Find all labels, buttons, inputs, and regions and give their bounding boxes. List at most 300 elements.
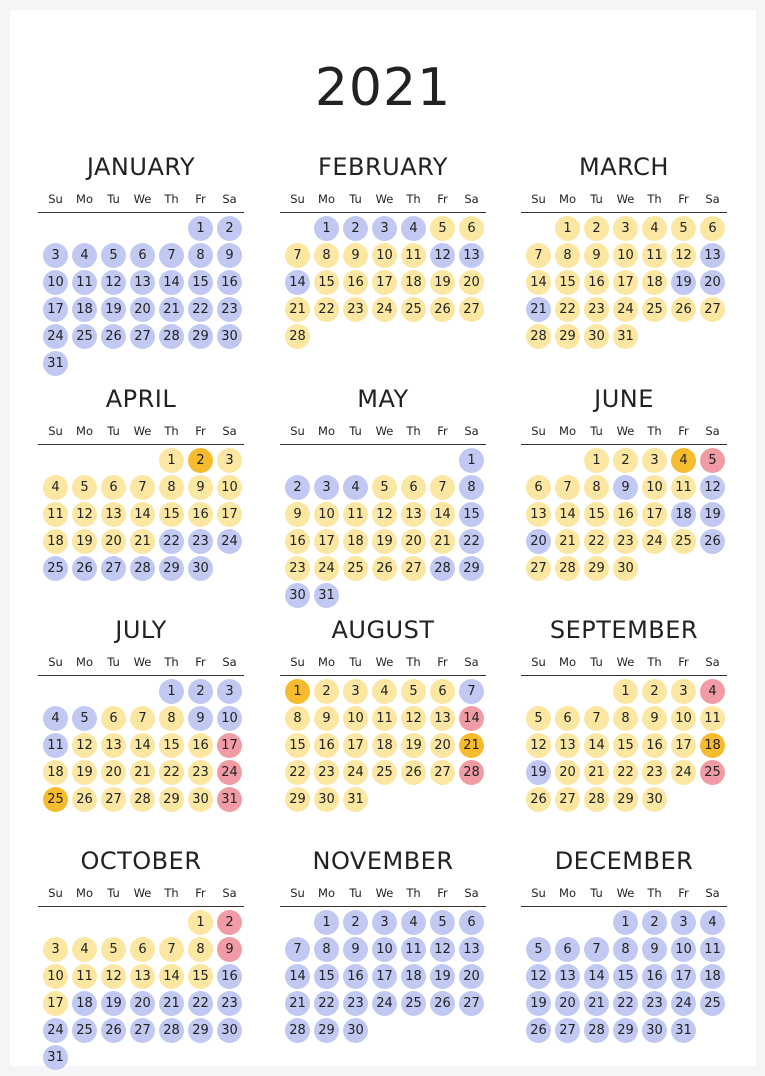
day-cell[interactable]: 2 bbox=[642, 910, 667, 935]
day-cell[interactable]: 8 bbox=[188, 937, 213, 962]
day-cell[interactable]: 31 bbox=[671, 1018, 696, 1043]
day-cell[interactable]: 9 bbox=[343, 937, 368, 962]
day-cell[interactable]: 16 bbox=[217, 270, 242, 295]
day-cell[interactable]: 26 bbox=[401, 760, 426, 785]
day-cell[interactable]: 7 bbox=[584, 706, 609, 731]
day-cell[interactable]: 22 bbox=[314, 297, 339, 322]
day-cell[interactable]: 19 bbox=[430, 270, 455, 295]
day-cell[interactable]: 6 bbox=[700, 216, 725, 241]
day-cell[interactable]: 4 bbox=[671, 448, 696, 473]
day-cell[interactable]: 17 bbox=[43, 991, 68, 1016]
day-cell[interactable]: 23 bbox=[343, 991, 368, 1016]
day-cell[interactable]: 1 bbox=[159, 679, 184, 704]
day-cell[interactable]: 3 bbox=[217, 448, 242, 473]
day-cell[interactable]: 27 bbox=[459, 991, 484, 1016]
day-cell[interactable]: 26 bbox=[671, 297, 696, 322]
day-cell[interactable]: 25 bbox=[72, 324, 97, 349]
day-cell[interactable]: 24 bbox=[217, 760, 242, 785]
day-cell[interactable]: 4 bbox=[72, 243, 97, 268]
day-cell[interactable]: 20 bbox=[130, 297, 155, 322]
day-cell[interactable]: 14 bbox=[459, 706, 484, 731]
day-cell[interactable]: 11 bbox=[671, 475, 696, 500]
day-cell[interactable]: 7 bbox=[285, 937, 310, 962]
day-cell[interactable]: 12 bbox=[101, 964, 126, 989]
day-cell[interactable]: 9 bbox=[314, 706, 339, 731]
day-cell[interactable]: 5 bbox=[526, 706, 551, 731]
day-cell[interactable]: 9 bbox=[642, 706, 667, 731]
day-cell[interactable]: 24 bbox=[372, 991, 397, 1016]
day-cell[interactable]: 20 bbox=[430, 733, 455, 758]
day-cell[interactable]: 3 bbox=[372, 910, 397, 935]
day-cell[interactable]: 29 bbox=[159, 556, 184, 581]
day-cell[interactable]: 4 bbox=[43, 706, 68, 731]
day-cell[interactable]: 13 bbox=[101, 502, 126, 527]
day-cell[interactable]: 15 bbox=[285, 733, 310, 758]
day-cell[interactable]: 15 bbox=[188, 270, 213, 295]
day-cell[interactable]: 30 bbox=[642, 787, 667, 812]
day-cell[interactable]: 31 bbox=[43, 1045, 68, 1070]
day-cell[interactable]: 22 bbox=[613, 991, 638, 1016]
day-cell[interactable]: 19 bbox=[72, 760, 97, 785]
day-cell[interactable]: 11 bbox=[343, 502, 368, 527]
day-cell[interactable]: 14 bbox=[285, 270, 310, 295]
day-cell[interactable]: 22 bbox=[555, 297, 580, 322]
day-cell[interactable]: 23 bbox=[285, 556, 310, 581]
day-cell[interactable]: 28 bbox=[555, 556, 580, 581]
day-cell[interactable]: 30 bbox=[613, 556, 638, 581]
day-cell[interactable]: 8 bbox=[159, 475, 184, 500]
day-cell[interactable]: 25 bbox=[401, 297, 426, 322]
day-cell[interactable]: 25 bbox=[671, 529, 696, 554]
day-cell[interactable]: 6 bbox=[459, 216, 484, 241]
day-cell[interactable]: 4 bbox=[401, 910, 426, 935]
day-cell[interactable]: 10 bbox=[43, 270, 68, 295]
day-cell[interactable]: 28 bbox=[584, 1018, 609, 1043]
day-cell[interactable]: 24 bbox=[314, 556, 339, 581]
day-cell[interactable]: 17 bbox=[343, 733, 368, 758]
day-cell[interactable]: 26 bbox=[372, 556, 397, 581]
day-cell[interactable]: 9 bbox=[343, 243, 368, 268]
day-cell[interactable]: 17 bbox=[372, 964, 397, 989]
day-cell[interactable]: 11 bbox=[401, 243, 426, 268]
day-cell[interactable]: 30 bbox=[188, 556, 213, 581]
day-cell[interactable]: 24 bbox=[642, 529, 667, 554]
day-cell[interactable]: 2 bbox=[188, 448, 213, 473]
day-cell[interactable]: 1 bbox=[314, 910, 339, 935]
day-cell[interactable]: 26 bbox=[430, 297, 455, 322]
day-cell[interactable]: 12 bbox=[72, 733, 97, 758]
day-cell[interactable]: 26 bbox=[101, 324, 126, 349]
day-cell[interactable]: 24 bbox=[217, 529, 242, 554]
day-cell[interactable]: 12 bbox=[526, 733, 551, 758]
day-cell[interactable]: 8 bbox=[584, 475, 609, 500]
day-cell[interactable]: 8 bbox=[613, 937, 638, 962]
day-cell[interactable]: 23 bbox=[584, 297, 609, 322]
day-cell[interactable]: 25 bbox=[372, 760, 397, 785]
day-cell[interactable]: 1 bbox=[314, 216, 339, 241]
day-cell[interactable]: 13 bbox=[555, 964, 580, 989]
day-cell[interactable]: 1 bbox=[584, 448, 609, 473]
day-cell[interactable]: 3 bbox=[671, 679, 696, 704]
day-cell[interactable]: 3 bbox=[343, 679, 368, 704]
day-cell[interactable]: 22 bbox=[459, 529, 484, 554]
day-cell[interactable]: 21 bbox=[130, 529, 155, 554]
day-cell[interactable]: 30 bbox=[343, 1018, 368, 1043]
day-cell[interactable]: 28 bbox=[130, 556, 155, 581]
day-cell[interactable]: 3 bbox=[642, 448, 667, 473]
day-cell[interactable]: 17 bbox=[314, 529, 339, 554]
day-cell[interactable]: 20 bbox=[101, 529, 126, 554]
day-cell[interactable]: 31 bbox=[343, 787, 368, 812]
day-cell[interactable]: 2 bbox=[584, 216, 609, 241]
day-cell[interactable]: 26 bbox=[101, 1018, 126, 1043]
day-cell[interactable]: 29 bbox=[459, 556, 484, 581]
day-cell[interactable]: 24 bbox=[43, 324, 68, 349]
day-cell[interactable]: 1 bbox=[285, 679, 310, 704]
day-cell[interactable]: 2 bbox=[343, 910, 368, 935]
day-cell[interactable]: 14 bbox=[430, 502, 455, 527]
day-cell[interactable]: 15 bbox=[555, 270, 580, 295]
day-cell[interactable]: 22 bbox=[159, 760, 184, 785]
day-cell[interactable]: 29 bbox=[314, 1018, 339, 1043]
day-cell[interactable]: 17 bbox=[43, 297, 68, 322]
day-cell[interactable]: 21 bbox=[459, 733, 484, 758]
day-cell[interactable]: 31 bbox=[314, 583, 339, 608]
day-cell[interactable]: 19 bbox=[526, 760, 551, 785]
day-cell[interactable]: 11 bbox=[401, 937, 426, 962]
day-cell[interactable]: 18 bbox=[72, 297, 97, 322]
day-cell[interactable]: 31 bbox=[43, 351, 68, 376]
day-cell[interactable]: 29 bbox=[613, 1018, 638, 1043]
day-cell[interactable]: 20 bbox=[459, 270, 484, 295]
day-cell[interactable]: 29 bbox=[555, 324, 580, 349]
day-cell[interactable]: 13 bbox=[130, 270, 155, 295]
day-cell[interactable]: 19 bbox=[101, 297, 126, 322]
day-cell[interactable]: 13 bbox=[526, 502, 551, 527]
day-cell[interactable]: 5 bbox=[401, 679, 426, 704]
day-cell[interactable]: 7 bbox=[584, 937, 609, 962]
day-cell[interactable]: 29 bbox=[584, 556, 609, 581]
day-cell[interactable]: 22 bbox=[314, 991, 339, 1016]
day-cell[interactable]: 25 bbox=[343, 556, 368, 581]
day-cell[interactable]: 11 bbox=[700, 937, 725, 962]
day-cell[interactable]: 17 bbox=[642, 502, 667, 527]
day-cell[interactable]: 2 bbox=[343, 216, 368, 241]
day-cell[interactable]: 6 bbox=[130, 937, 155, 962]
day-cell[interactable]: 15 bbox=[159, 733, 184, 758]
day-cell[interactable]: 10 bbox=[372, 937, 397, 962]
day-cell[interactable]: 18 bbox=[642, 270, 667, 295]
day-cell[interactable]: 23 bbox=[613, 529, 638, 554]
day-cell[interactable]: 23 bbox=[642, 760, 667, 785]
day-cell[interactable]: 4 bbox=[43, 475, 68, 500]
day-cell[interactable]: 26 bbox=[700, 529, 725, 554]
day-cell[interactable]: 5 bbox=[372, 475, 397, 500]
day-cell[interactable]: 20 bbox=[555, 991, 580, 1016]
day-cell[interactable]: 7 bbox=[459, 679, 484, 704]
day-cell[interactable]: 25 bbox=[43, 556, 68, 581]
day-cell[interactable]: 8 bbox=[285, 706, 310, 731]
day-cell[interactable]: 27 bbox=[130, 324, 155, 349]
day-cell[interactable]: 10 bbox=[642, 475, 667, 500]
day-cell[interactable]: 4 bbox=[372, 679, 397, 704]
day-cell[interactable]: 3 bbox=[372, 216, 397, 241]
day-cell[interactable]: 14 bbox=[285, 964, 310, 989]
day-cell[interactable]: 9 bbox=[188, 475, 213, 500]
day-cell[interactable]: 12 bbox=[671, 243, 696, 268]
day-cell[interactable]: 9 bbox=[217, 937, 242, 962]
day-cell[interactable]: 18 bbox=[671, 502, 696, 527]
day-cell[interactable]: 16 bbox=[613, 502, 638, 527]
day-cell[interactable]: 4 bbox=[401, 216, 426, 241]
day-cell[interactable]: 16 bbox=[343, 270, 368, 295]
day-cell[interactable]: 29 bbox=[285, 787, 310, 812]
day-cell[interactable]: 9 bbox=[584, 243, 609, 268]
day-cell[interactable]: 2 bbox=[642, 679, 667, 704]
day-cell[interactable]: 10 bbox=[43, 964, 68, 989]
day-cell[interactable]: 22 bbox=[584, 529, 609, 554]
day-cell[interactable]: 18 bbox=[43, 529, 68, 554]
day-cell[interactable]: 9 bbox=[188, 706, 213, 731]
day-cell[interactable]: 19 bbox=[101, 991, 126, 1016]
day-cell[interactable]: 12 bbox=[700, 475, 725, 500]
day-cell[interactable]: 27 bbox=[459, 297, 484, 322]
day-cell[interactable]: 5 bbox=[101, 243, 126, 268]
day-cell[interactable]: 19 bbox=[430, 964, 455, 989]
day-cell[interactable]: 7 bbox=[159, 937, 184, 962]
day-cell[interactable]: 26 bbox=[526, 787, 551, 812]
day-cell[interactable]: 7 bbox=[130, 706, 155, 731]
day-cell[interactable]: 2 bbox=[314, 679, 339, 704]
day-cell[interactable]: 5 bbox=[526, 937, 551, 962]
day-cell[interactable]: 19 bbox=[401, 733, 426, 758]
day-cell[interactable]: 2 bbox=[188, 679, 213, 704]
day-cell[interactable]: 13 bbox=[130, 964, 155, 989]
day-cell[interactable]: 16 bbox=[285, 529, 310, 554]
day-cell[interactable]: 1 bbox=[159, 448, 184, 473]
day-cell[interactable]: 13 bbox=[430, 706, 455, 731]
day-cell[interactable]: 18 bbox=[372, 733, 397, 758]
day-cell[interactable]: 20 bbox=[401, 529, 426, 554]
day-cell[interactable]: 15 bbox=[188, 964, 213, 989]
day-cell[interactable]: 5 bbox=[430, 910, 455, 935]
day-cell[interactable]: 30 bbox=[217, 1018, 242, 1043]
day-cell[interactable]: 14 bbox=[584, 733, 609, 758]
day-cell[interactable]: 13 bbox=[459, 243, 484, 268]
day-cell[interactable]: 28 bbox=[459, 760, 484, 785]
day-cell[interactable]: 5 bbox=[72, 706, 97, 731]
day-cell[interactable]: 8 bbox=[159, 706, 184, 731]
day-cell[interactable]: 5 bbox=[101, 937, 126, 962]
day-cell[interactable]: 6 bbox=[526, 475, 551, 500]
day-cell[interactable]: 16 bbox=[314, 733, 339, 758]
day-cell[interactable]: 5 bbox=[430, 216, 455, 241]
day-cell[interactable]: 27 bbox=[526, 556, 551, 581]
day-cell[interactable]: 21 bbox=[584, 991, 609, 1016]
day-cell[interactable]: 21 bbox=[430, 529, 455, 554]
day-cell[interactable]: 31 bbox=[613, 324, 638, 349]
day-cell[interactable]: 23 bbox=[217, 297, 242, 322]
day-cell[interactable]: 11 bbox=[72, 964, 97, 989]
day-cell[interactable]: 6 bbox=[130, 243, 155, 268]
day-cell[interactable]: 9 bbox=[642, 937, 667, 962]
day-cell[interactable]: 4 bbox=[343, 475, 368, 500]
day-cell[interactable]: 27 bbox=[101, 556, 126, 581]
day-cell[interactable]: 16 bbox=[642, 733, 667, 758]
day-cell[interactable]: 30 bbox=[217, 324, 242, 349]
day-cell[interactable]: 17 bbox=[217, 733, 242, 758]
day-cell[interactable]: 21 bbox=[130, 760, 155, 785]
day-cell[interactable]: 10 bbox=[372, 243, 397, 268]
day-cell[interactable]: 18 bbox=[700, 733, 725, 758]
day-cell[interactable]: 23 bbox=[343, 297, 368, 322]
day-cell[interactable]: 15 bbox=[584, 502, 609, 527]
day-cell[interactable]: 2 bbox=[217, 216, 242, 241]
day-cell[interactable]: 4 bbox=[700, 910, 725, 935]
day-cell[interactable]: 4 bbox=[642, 216, 667, 241]
day-cell[interactable]: 27 bbox=[401, 556, 426, 581]
day-cell[interactable]: 12 bbox=[372, 502, 397, 527]
day-cell[interactable]: 28 bbox=[526, 324, 551, 349]
day-cell[interactable]: 17 bbox=[217, 502, 242, 527]
day-cell[interactable]: 7 bbox=[555, 475, 580, 500]
day-cell[interactable]: 10 bbox=[343, 706, 368, 731]
day-cell[interactable]: 2 bbox=[613, 448, 638, 473]
day-cell[interactable]: 16 bbox=[188, 733, 213, 758]
day-cell[interactable]: 17 bbox=[613, 270, 638, 295]
day-cell[interactable]: 26 bbox=[526, 1018, 551, 1043]
day-cell[interactable]: 14 bbox=[159, 270, 184, 295]
day-cell[interactable]: 9 bbox=[613, 475, 638, 500]
day-cell[interactable]: 7 bbox=[526, 243, 551, 268]
day-cell[interactable]: 3 bbox=[613, 216, 638, 241]
day-cell[interactable]: 8 bbox=[188, 243, 213, 268]
day-cell[interactable]: 11 bbox=[43, 502, 68, 527]
day-cell[interactable]: 19 bbox=[671, 270, 696, 295]
day-cell[interactable]: 17 bbox=[671, 964, 696, 989]
day-cell[interactable]: 7 bbox=[130, 475, 155, 500]
day-cell[interactable]: 29 bbox=[159, 787, 184, 812]
day-cell[interactable]: 16 bbox=[642, 964, 667, 989]
day-cell[interactable]: 5 bbox=[671, 216, 696, 241]
day-cell[interactable]: 27 bbox=[130, 1018, 155, 1043]
day-cell[interactable]: 30 bbox=[314, 787, 339, 812]
day-cell[interactable]: 20 bbox=[526, 529, 551, 554]
day-cell[interactable]: 22 bbox=[188, 991, 213, 1016]
day-cell[interactable]: 25 bbox=[700, 760, 725, 785]
day-cell[interactable]: 1 bbox=[188, 910, 213, 935]
day-cell[interactable]: 27 bbox=[555, 787, 580, 812]
day-cell[interactable]: 15 bbox=[159, 502, 184, 527]
day-cell[interactable]: 24 bbox=[372, 297, 397, 322]
day-cell[interactable]: 3 bbox=[314, 475, 339, 500]
day-cell[interactable]: 28 bbox=[285, 324, 310, 349]
day-cell[interactable]: 10 bbox=[671, 706, 696, 731]
day-cell[interactable]: 20 bbox=[459, 964, 484, 989]
day-cell[interactable]: 13 bbox=[700, 243, 725, 268]
day-cell[interactable]: 25 bbox=[642, 297, 667, 322]
day-cell[interactable]: 24 bbox=[43, 1018, 68, 1043]
day-cell[interactable]: 8 bbox=[459, 475, 484, 500]
day-cell[interactable]: 27 bbox=[555, 1018, 580, 1043]
day-cell[interactable]: 4 bbox=[700, 679, 725, 704]
day-cell[interactable]: 11 bbox=[372, 706, 397, 731]
day-cell[interactable]: 29 bbox=[613, 787, 638, 812]
day-cell[interactable]: 25 bbox=[401, 991, 426, 1016]
day-cell[interactable]: 8 bbox=[555, 243, 580, 268]
day-cell[interactable]: 19 bbox=[72, 529, 97, 554]
day-cell[interactable]: 29 bbox=[188, 324, 213, 349]
day-cell[interactable]: 8 bbox=[613, 706, 638, 731]
day-cell[interactable]: 24 bbox=[671, 991, 696, 1016]
day-cell[interactable]: 12 bbox=[72, 502, 97, 527]
day-cell[interactable]: 15 bbox=[613, 733, 638, 758]
day-cell[interactable]: 7 bbox=[285, 243, 310, 268]
day-cell[interactable]: 15 bbox=[314, 270, 339, 295]
day-cell[interactable]: 10 bbox=[671, 937, 696, 962]
day-cell[interactable]: 19 bbox=[700, 502, 725, 527]
day-cell[interactable]: 21 bbox=[285, 991, 310, 1016]
day-cell[interactable]: 13 bbox=[459, 937, 484, 962]
day-cell[interactable]: 24 bbox=[343, 760, 368, 785]
day-cell[interactable]: 30 bbox=[584, 324, 609, 349]
day-cell[interactable]: 11 bbox=[700, 706, 725, 731]
day-cell[interactable]: 23 bbox=[642, 991, 667, 1016]
day-cell[interactable]: 7 bbox=[159, 243, 184, 268]
day-cell[interactable]: 20 bbox=[555, 760, 580, 785]
day-cell[interactable]: 18 bbox=[72, 991, 97, 1016]
day-cell[interactable]: 23 bbox=[188, 529, 213, 554]
day-cell[interactable]: 12 bbox=[101, 270, 126, 295]
day-cell[interactable]: 21 bbox=[285, 297, 310, 322]
day-cell[interactable]: 14 bbox=[130, 502, 155, 527]
day-cell[interactable]: 6 bbox=[459, 910, 484, 935]
day-cell[interactable]: 1 bbox=[188, 216, 213, 241]
day-cell[interactable]: 21 bbox=[526, 297, 551, 322]
day-cell[interactable]: 10 bbox=[217, 475, 242, 500]
day-cell[interactable]: 17 bbox=[372, 270, 397, 295]
day-cell[interactable]: 26 bbox=[72, 556, 97, 581]
day-cell[interactable]: 29 bbox=[188, 1018, 213, 1043]
day-cell[interactable]: 20 bbox=[130, 991, 155, 1016]
day-cell[interactable]: 12 bbox=[430, 937, 455, 962]
day-cell[interactable]: 6 bbox=[555, 937, 580, 962]
day-cell[interactable]: 15 bbox=[613, 964, 638, 989]
day-cell[interactable]: 1 bbox=[555, 216, 580, 241]
day-cell[interactable]: 12 bbox=[526, 964, 551, 989]
day-cell[interactable]: 13 bbox=[555, 733, 580, 758]
day-cell[interactable]: 5 bbox=[72, 475, 97, 500]
day-cell[interactable]: 23 bbox=[188, 760, 213, 785]
day-cell[interactable]: 6 bbox=[401, 475, 426, 500]
day-cell[interactable]: 24 bbox=[671, 760, 696, 785]
day-cell[interactable]: 26 bbox=[430, 991, 455, 1016]
day-cell[interactable]: 14 bbox=[130, 733, 155, 758]
day-cell[interactable]: 7 bbox=[430, 475, 455, 500]
day-cell[interactable]: 1 bbox=[613, 910, 638, 935]
day-cell[interactable]: 10 bbox=[613, 243, 638, 268]
day-cell[interactable]: 14 bbox=[159, 964, 184, 989]
day-cell[interactable]: 30 bbox=[285, 583, 310, 608]
day-cell[interactable]: 27 bbox=[430, 760, 455, 785]
day-cell[interactable]: 21 bbox=[159, 297, 184, 322]
day-cell[interactable]: 6 bbox=[555, 706, 580, 731]
day-cell[interactable]: 25 bbox=[43, 787, 68, 812]
day-cell[interactable]: 8 bbox=[314, 937, 339, 962]
day-cell[interactable]: 27 bbox=[700, 297, 725, 322]
day-cell[interactable]: 3 bbox=[217, 679, 242, 704]
day-cell[interactable]: 1 bbox=[613, 679, 638, 704]
